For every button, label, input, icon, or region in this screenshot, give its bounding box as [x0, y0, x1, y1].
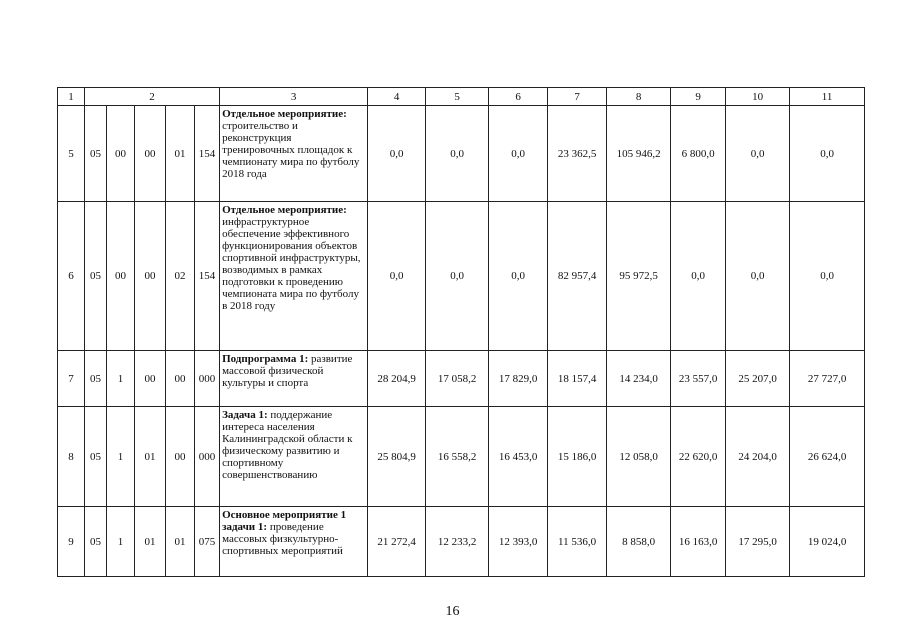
description-heading: Отдельное мероприятие:: [222, 204, 347, 216]
description-cell: [220, 106, 368, 202]
code-cell: 05: [85, 106, 107, 202]
value-cell: 19 024,0: [790, 507, 865, 577]
value-cell: 16 558,2: [426, 407, 489, 507]
value-cell: 25 804,9: [368, 407, 426, 507]
value-cell: 8 858,0: [607, 507, 671, 577]
description-text: поддержание интереса населения Калининградской области к физическому развитию и спортивному совершенствованию: [222, 409, 353, 481]
code-cell: 000: [195, 407, 220, 507]
code-cell: 05: [85, 351, 107, 407]
header-cell: 5: [426, 88, 489, 106]
code-cell: 154: [195, 202, 220, 351]
code-cell: 00: [166, 351, 195, 407]
value-cell: 24 204,0: [726, 407, 790, 507]
value-cell: 12 233,2: [426, 507, 489, 577]
value-cell: 25 207,0: [726, 351, 790, 407]
table-row: [58, 407, 865, 507]
code-cell: 05: [85, 407, 107, 507]
value-cell: 15 186,0: [548, 407, 607, 507]
code-cell: 01: [166, 106, 195, 202]
value-cell: 0,0: [368, 202, 426, 351]
value-cell: 11 536,0: [548, 507, 607, 577]
value-cell: 12 058,0: [607, 407, 671, 507]
description-cell: [220, 407, 368, 507]
code-cell: 02: [166, 202, 195, 351]
header-cell: 1: [58, 88, 85, 106]
header-cell: 6: [489, 88, 548, 106]
code-cell: 00: [135, 106, 166, 202]
budget-table: [57, 87, 865, 577]
code-cell: 1: [107, 407, 135, 507]
header-cell: 2: [85, 88, 220, 106]
description-heading: Подпрограмма 1:: [222, 353, 309, 365]
value-cell: 26 624,0: [790, 407, 865, 507]
value-cell: 0,0: [726, 202, 790, 351]
description-text: строительство и реконструкция тренировочных площадок к чемпионату мира по футболу 2018 года: [222, 120, 360, 180]
header-cell: 11: [790, 88, 865, 106]
header-cell: 9: [671, 88, 726, 106]
page-number: 16: [445, 604, 460, 619]
code-cell: 000: [195, 351, 220, 407]
description-cell: [220, 202, 368, 351]
code-cell: 05: [85, 202, 107, 351]
value-cell: 16 453,0: [489, 407, 548, 507]
value-cell: 12 393,0: [489, 507, 548, 577]
header-cell: 3: [220, 88, 368, 106]
code-cell: 00: [135, 351, 166, 407]
code-cell: 05: [85, 507, 107, 577]
table-row: [58, 507, 865, 577]
header-cell: 8: [607, 88, 671, 106]
code-cell: 01: [135, 407, 166, 507]
table-row: [58, 351, 865, 407]
row-number-cell: 6: [58, 202, 85, 351]
description-cell: [220, 351, 368, 407]
code-cell: 1: [107, 351, 135, 407]
description-text: инфраструктурное обеспечение эффективного функционирования объектов спортивной инфраструктуры, возводимых в рамках подготовки к проведению чемпионата мира по футболу в 2018 году: [222, 216, 361, 312]
value-cell: 21 272,4: [368, 507, 426, 577]
description-heading: Задача 1:: [222, 409, 268, 421]
value-cell: 17 829,0: [489, 351, 548, 407]
table-row: [58, 106, 865, 202]
value-cell: 18 157,4: [548, 351, 607, 407]
header-cell: 4: [368, 88, 426, 106]
row-number-cell: 8: [58, 407, 85, 507]
code-cell: 00: [107, 106, 135, 202]
value-cell: 0,0: [671, 202, 726, 351]
value-cell: 17 295,0: [726, 507, 790, 577]
value-cell: 0,0: [426, 202, 489, 351]
code-cell: 00: [107, 202, 135, 351]
code-cell: 00: [135, 202, 166, 351]
value-cell: 27 727,0: [790, 351, 865, 407]
value-cell: 0,0: [489, 202, 548, 351]
row-number-cell: 7: [58, 351, 85, 407]
value-cell: 0,0: [489, 106, 548, 202]
row-number-cell: 9: [58, 507, 85, 577]
table-body: [58, 88, 865, 577]
value-cell: 16 163,0: [671, 507, 726, 577]
header-cell: 10: [726, 88, 790, 106]
value-cell: 0,0: [368, 106, 426, 202]
code-cell: 01: [135, 507, 166, 577]
description-cell: [220, 507, 368, 577]
value-cell: 0,0: [426, 106, 489, 202]
value-cell: 82 957,4: [548, 202, 607, 351]
code-cell: 00: [166, 407, 195, 507]
code-cell: 075: [195, 507, 220, 577]
code-cell: 1: [107, 507, 135, 577]
description-heading: Основное мероприятие 1 задачи 1:: [222, 509, 347, 533]
value-cell: 28 204,9: [368, 351, 426, 407]
value-cell: 6 800,0: [671, 106, 726, 202]
value-cell: 14 234,0: [607, 351, 671, 407]
description-text: проведение массовых физкультурно-спортивных мероприятий: [222, 521, 343, 557]
code-cell: 154: [195, 106, 220, 202]
value-cell: 0,0: [726, 106, 790, 202]
table-row: [58, 202, 865, 351]
row-number-cell: 5: [58, 106, 85, 202]
description-heading: Отдельное мероприятие:: [222, 108, 347, 120]
value-cell: 0,0: [790, 202, 865, 351]
header-row: [58, 88, 865, 106]
value-cell: 17 058,2: [426, 351, 489, 407]
code-cell: 01: [166, 507, 195, 577]
value-cell: 23 362,5: [548, 106, 607, 202]
value-cell: 23 557,0: [671, 351, 726, 407]
description-text: развитие массовой физической культуры и спорта: [222, 353, 353, 389]
value-cell: 105 946,2: [607, 106, 671, 202]
header-cell: 7: [548, 88, 607, 106]
value-cell: 95 972,5: [607, 202, 671, 351]
value-cell: 22 620,0: [671, 407, 726, 507]
value-cell: 0,0: [790, 106, 865, 202]
